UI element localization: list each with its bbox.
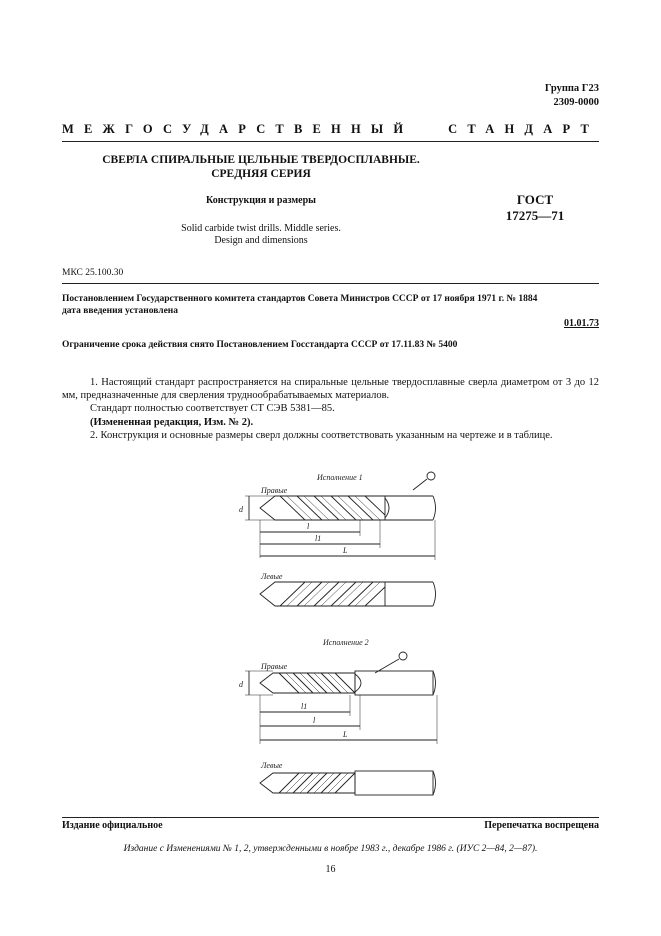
effective-date: 01.01.73 — [564, 318, 599, 329]
drill-right-v1 — [260, 496, 436, 520]
dim-L-1: L — [343, 546, 348, 555]
right-hand-label-2: Правые — [261, 662, 288, 671]
dim-l-1: l — [307, 522, 310, 531]
mks-rule — [62, 283, 599, 284]
dim-L-2: L — [343, 730, 348, 739]
paragraph-1: 1. Настоящий стандарт распространяется на спиральные цельные твердосплавные сверла диаметром от 3 до 12 мм, предназначенные для сверления труднообрабатываемых материалов. — [62, 377, 599, 402]
group-label: Группа Г23 — [544, 83, 599, 94]
dim-d-2: d — [239, 680, 243, 689]
banner-interstate: МЕЖГОСУДАРСТВЕННЫЙ — [62, 122, 414, 136]
title-line-2: СРЕДНЯЯ СЕРИЯ — [211, 168, 311, 180]
document-title — [62, 153, 460, 181]
mks-code: МКС 25.100.30 — [62, 268, 124, 278]
version-1-label: Исполнение 1 — [317, 473, 363, 482]
decree-text: Постановлением Государственного комитета стандартов Совета Министров СССР от 17 ноября 1971 г. № 1884 — [62, 294, 538, 304]
right-hand-label-1: Правые — [261, 486, 288, 495]
roughness-circle-1 — [427, 472, 435, 480]
body-text — [62, 376, 599, 442]
left-hand-label-2: Левые — [261, 761, 283, 770]
drill-left-v1 — [260, 582, 436, 606]
paragraph-compliance: Стандарт полностью соответствует СТ СЭВ 5381—85. — [90, 403, 335, 415]
roughness-circle-2 — [399, 652, 407, 660]
dim-l1-2: l1 — [301, 702, 308, 711]
left-hand-label-1: Левые — [261, 572, 283, 581]
header-rule — [62, 141, 599, 142]
gost-number: 17275—71 — [505, 208, 565, 223]
version-2-label: Исполнение 2 — [323, 638, 369, 647]
amendments-note: Издание с Изменениями № 1, 2, утвержденными в ноябре 1983 г., декабре 1986 г. (ИУС 2—84, 2—87). — [123, 844, 538, 854]
drill-left-v2 — [260, 771, 436, 795]
limitation-note: Ограничение срока действия снято Постановлением Госстандарта СССР от 17.11.83 № 5400 — [62, 340, 458, 350]
decree-effective-date-label: дата введения установлена — [62, 306, 179, 316]
dim-d-1: d — [239, 505, 243, 514]
group-code-block — [545, 82, 599, 110]
gost-label: ГОСТ — [516, 192, 554, 207]
title-line-1: СВЕРЛА СПИРАЛЬНЫЕ ЦЕЛЬНЫЕ ТВЕРДОСПЛАВНЫЕ. — [102, 154, 420, 166]
paragraph-2: 2. Конструкция и основные размеры сверл должны соответствовать указанным на чертеже и в таблице. — [90, 429, 553, 441]
footer-rule — [62, 817, 599, 818]
document-subtitle: Конструкция и размеры — [206, 195, 316, 206]
paragraph-amendment: (Измененная редакция, Изм. № 2). — [90, 416, 254, 428]
dim-l-2: l — [313, 716, 316, 725]
decree-block — [62, 293, 599, 317]
gost-designation — [470, 192, 600, 224]
official-edition: Издание официальное — [62, 820, 163, 831]
page-number: 16 — [325, 864, 336, 875]
reprint-prohibited: Перепечатка воспрещена — [484, 820, 599, 831]
drill-right-v2 — [260, 671, 436, 695]
dim-l1-1: l1 — [315, 534, 322, 543]
drill-drawing — [235, 468, 445, 816]
english-title-line-1: Solid carbide twist drills. Middle series. — [181, 223, 341, 234]
english-title-line-2: Design and dimensions — [214, 235, 308, 246]
english-title — [62, 223, 460, 247]
banner-standard: СТАНДАРТ — [448, 122, 599, 136]
classifier-code: 2309-0000 — [553, 97, 599, 108]
